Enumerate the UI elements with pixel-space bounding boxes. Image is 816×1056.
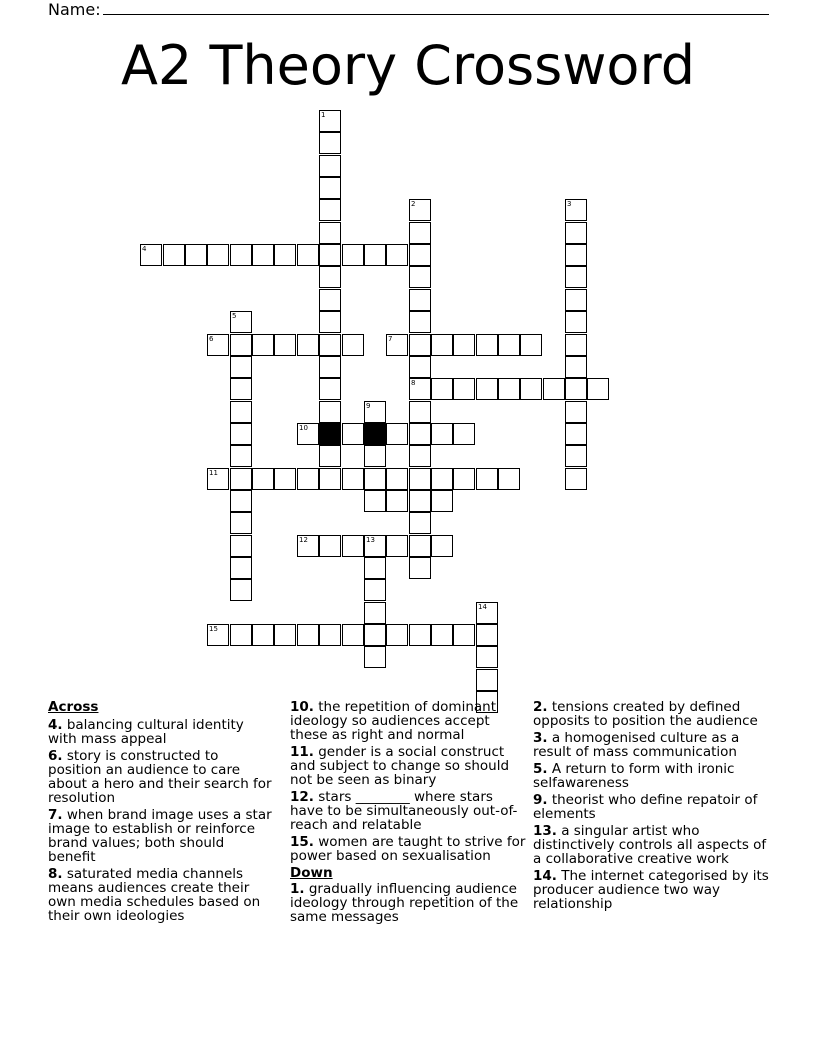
- crossword-cell[interactable]: [453, 334, 475, 356]
- crossword-cell[interactable]: [230, 423, 252, 445]
- crossword-cell[interactable]: [364, 535, 386, 557]
- clue-number: 1: [321, 111, 326, 119]
- clue-number: 6: [209, 335, 214, 343]
- crossword-cell[interactable]: [319, 445, 341, 467]
- crossword-cell[interactable]: [230, 468, 252, 490]
- clue-column-2: [290, 700, 526, 927]
- crossword-cell[interactable]: [274, 624, 296, 646]
- crossword-cell[interactable]: [207, 244, 229, 266]
- crossword-cell[interactable]: [409, 289, 431, 311]
- clue-text: when brand image uses a star image to establish or reinforce brand values; both should benefit: [48, 807, 272, 865]
- across-clue: [290, 700, 526, 742]
- crossword-cell[interactable]: [520, 378, 542, 400]
- crossword-cell[interactable]: [565, 401, 587, 423]
- crossword-cell[interactable]: [409, 199, 431, 221]
- crossword-cell[interactable]: [498, 378, 520, 400]
- crossword-cell[interactable]: [364, 401, 386, 423]
- clue-number: 15: [209, 625, 218, 633]
- crossword-cell[interactable]: [565, 244, 587, 266]
- clue-text: gradually influencing audience ideology through repetition of the same messages: [290, 881, 519, 925]
- crossword-cell[interactable]: [565, 311, 587, 333]
- clue-column-3: [533, 700, 769, 914]
- crossword-cell[interactable]: [431, 378, 453, 400]
- crossword-cell[interactable]: [431, 535, 453, 557]
- crossword-cell[interactable]: [364, 579, 386, 601]
- crossword-cell[interactable]: [230, 356, 252, 378]
- crossword-cell[interactable]: [364, 490, 386, 512]
- crossword-cell[interactable]: [565, 222, 587, 244]
- crossword-cell[interactable]: [386, 468, 408, 490]
- crossword-cell[interactable]: [431, 624, 453, 646]
- clue-text: a homogenised culture as a result of mass communication: [533, 730, 740, 760]
- down-clue: [533, 869, 769, 911]
- crossword-cell[interactable]: [364, 602, 386, 624]
- clue-text: a singular artist who distinctively controls all aspects of a collaborative creative work: [533, 823, 767, 867]
- crossword-cell[interactable]: [319, 468, 341, 490]
- crossword-cell[interactable]: [386, 423, 408, 445]
- crossword-cell[interactable]: [476, 378, 498, 400]
- across-heading: Across: [48, 699, 99, 715]
- clue-number-label: 6.: [48, 748, 63, 764]
- crossword-cell[interactable]: [476, 468, 498, 490]
- crossword-cell[interactable]: [252, 244, 274, 266]
- crossword-cell[interactable]: [230, 401, 252, 423]
- crossword-cell[interactable]: [342, 334, 364, 356]
- clue-number-label: 9.: [533, 792, 548, 808]
- crossword-cell[interactable]: [342, 244, 364, 266]
- crossword-cell[interactable]: [319, 535, 341, 557]
- clue-number-label: 3.: [533, 730, 548, 746]
- page-title: A2 Theory Crossword: [120, 34, 695, 97]
- black-square: [318, 423, 340, 445]
- crossword-cell[interactable]: [409, 624, 431, 646]
- crossword-cell[interactable]: [453, 624, 475, 646]
- crossword-cell[interactable]: [319, 155, 341, 177]
- crossword-cell[interactable]: [274, 334, 296, 356]
- crossword-cell[interactable]: [431, 490, 453, 512]
- crossword-cell[interactable]: [319, 199, 341, 221]
- crossword-cell[interactable]: [409, 557, 431, 579]
- clue-number-label: 13.: [533, 823, 557, 839]
- clue-text: story is constructed to position an audience to care about a hero and their search for resolution: [48, 748, 272, 806]
- crossword-cell[interactable]: [409, 356, 431, 378]
- across-clue: [48, 808, 276, 864]
- crossword-cell[interactable]: [230, 535, 252, 557]
- crossword-cell[interactable]: [409, 490, 431, 512]
- clue-column-1: [48, 700, 276, 926]
- clue-number-label: 7.: [48, 807, 63, 823]
- crossword-cell[interactable]: [297, 624, 319, 646]
- crossword-cell[interactable]: [453, 423, 475, 445]
- clue-text: The internet categorised by its producer audience two way relationship: [533, 868, 769, 912]
- clue-number-label: 14.: [533, 868, 557, 884]
- crossword-cell[interactable]: [565, 289, 587, 311]
- clue-text: women are taught to strive for power based on sexualisation: [290, 834, 526, 864]
- crossword-cell[interactable]: [207, 624, 229, 646]
- across-clue: [48, 749, 276, 805]
- crossword-cell[interactable]: [565, 266, 587, 288]
- crossword-cell[interactable]: [342, 624, 364, 646]
- crossword-cell[interactable]: [185, 244, 207, 266]
- crossword-cell[interactable]: [230, 579, 252, 601]
- crossword-cell[interactable]: [476, 334, 498, 356]
- crossword-cell[interactable]: [409, 244, 431, 266]
- clue-number: 5: [232, 312, 237, 320]
- crossword-cell[interactable]: [565, 445, 587, 467]
- clue-number-label: 10.: [290, 699, 314, 715]
- down-clue: [533, 824, 769, 866]
- crossword-cell[interactable]: [386, 535, 408, 557]
- across-clue: [48, 718, 276, 746]
- crossword-cell[interactable]: [230, 445, 252, 467]
- clue-number-label: 15.: [290, 834, 314, 850]
- crossword-cell[interactable]: [319, 266, 341, 288]
- crossword-cell[interactable]: [386, 244, 408, 266]
- down-clue: [290, 882, 526, 924]
- clue-text: stars ________ where stars have to be simultaneously out-of-reach and relatable: [290, 789, 518, 833]
- clue-number: 8: [411, 379, 416, 387]
- crossword-cell[interactable]: [543, 378, 565, 400]
- crossword-cell[interactable]: [453, 468, 475, 490]
- crossword-cell[interactable]: [409, 222, 431, 244]
- crossword-cell[interactable]: [207, 334, 229, 356]
- clue-number-label: 8.: [48, 866, 63, 882]
- across-clue: [290, 790, 526, 832]
- crossword-cell[interactable]: [409, 468, 431, 490]
- crossword-cell[interactable]: [252, 624, 274, 646]
- crossword-cell[interactable]: [319, 222, 341, 244]
- clue-number: 11: [209, 469, 218, 477]
- crossword-cell[interactable]: [386, 490, 408, 512]
- crossword-cell[interactable]: [230, 512, 252, 534]
- clue-text: saturated media channels means audiences create their own media schedules based on their own ideologies: [48, 866, 261, 924]
- crossword-cell[interactable]: [364, 244, 386, 266]
- crossword-cell[interactable]: [386, 334, 408, 356]
- crossword-cell[interactable]: [319, 132, 341, 154]
- clue-text: balancing cultural identity with mass appeal: [48, 717, 244, 747]
- clue-text: theorist who define repatoir of elements: [533, 792, 758, 822]
- clue-text: gender is a social construct and subject to change so should not be seen as binary: [290, 744, 510, 788]
- crossword-cell[interactable]: [498, 468, 520, 490]
- crossword-cell[interactable]: [319, 624, 341, 646]
- crossword-cell[interactable]: [364, 646, 386, 668]
- crossword-cell[interactable]: [565, 468, 587, 490]
- clue-number-label: 1.: [290, 881, 305, 897]
- crossword-cell[interactable]: [319, 378, 341, 400]
- down-clue: [533, 731, 769, 759]
- crossword-cell[interactable]: [319, 356, 341, 378]
- clue-number: 13: [366, 536, 375, 544]
- crossword-cell[interactable]: [163, 244, 185, 266]
- clue-number: 4: [142, 245, 147, 253]
- crossword-cell[interactable]: [565, 378, 587, 400]
- crossword-cell[interactable]: [364, 557, 386, 579]
- clue-number: 10: [299, 424, 308, 432]
- crossword-cell[interactable]: [230, 378, 252, 400]
- crossword-cell[interactable]: [453, 378, 475, 400]
- crossword-cell[interactable]: [476, 624, 498, 646]
- crossword-cell[interactable]: [319, 244, 341, 266]
- clue-number: 12: [299, 536, 308, 544]
- crossword-cell[interactable]: [476, 602, 498, 624]
- clue-number-label: 4.: [48, 717, 63, 733]
- crossword-cell[interactable]: [230, 244, 252, 266]
- crossword-cell[interactable]: [297, 423, 319, 445]
- crossword-cell[interactable]: [319, 110, 341, 132]
- crossword-cell[interactable]: [252, 468, 274, 490]
- crossword-cell[interactable]: [274, 468, 296, 490]
- clue-text: tensions created by defined opposits to position the audience: [533, 699, 758, 729]
- down-heading: Down: [290, 865, 333, 881]
- crossword-cell[interactable]: [319, 311, 341, 333]
- clue-number-label: 5.: [533, 761, 548, 777]
- crossword-cell[interactable]: [230, 557, 252, 579]
- clue-number: 2: [411, 200, 416, 208]
- crossword-cell[interactable]: [498, 334, 520, 356]
- down-clue: [533, 762, 769, 790]
- crossword-cell[interactable]: [230, 311, 252, 333]
- crossword-cell[interactable]: [319, 289, 341, 311]
- crossword-cell[interactable]: [386, 624, 408, 646]
- crossword-cell[interactable]: [476, 646, 498, 668]
- crossword-cell[interactable]: [297, 244, 319, 266]
- crossword-cell[interactable]: [431, 334, 453, 356]
- clue-text: A return to form with ironic selfawareness: [533, 761, 735, 791]
- crossword-cell[interactable]: [297, 334, 319, 356]
- across-clue: [290, 745, 526, 787]
- down-clue: [533, 793, 769, 821]
- crossword-cell[interactable]: [364, 445, 386, 467]
- crossword-cell[interactable]: [565, 356, 587, 378]
- crossword-cell[interactable]: [297, 468, 319, 490]
- crossword-cell[interactable]: [565, 423, 587, 445]
- clue-number-label: 11.: [290, 744, 314, 760]
- crossword-cell[interactable]: [520, 334, 542, 356]
- crossword-cell[interactable]: [409, 423, 431, 445]
- crossword-cell[interactable]: [409, 378, 431, 400]
- crossword-cell[interactable]: [409, 266, 431, 288]
- crossword-cell[interactable]: [230, 624, 252, 646]
- crossword-cell[interactable]: [140, 244, 162, 266]
- crossword-cell[interactable]: [409, 512, 431, 534]
- crossword-cell[interactable]: [409, 311, 431, 333]
- crossword-cell[interactable]: [274, 244, 296, 266]
- clue-number: 7: [388, 335, 393, 343]
- name-label: Name:: [48, 0, 101, 19]
- crossword-cell[interactable]: [431, 468, 453, 490]
- crossword-cell[interactable]: [364, 468, 386, 490]
- crossword-cell[interactable]: [319, 334, 341, 356]
- clue-text: the repetition of dominant ideology so audiences accept these as right and normal: [290, 699, 497, 743]
- crossword-cell[interactable]: [252, 334, 274, 356]
- crossword-cell[interactable]: [409, 334, 431, 356]
- crossword-cell[interactable]: [207, 468, 229, 490]
- crossword-cell[interactable]: [342, 468, 364, 490]
- crossword-cell[interactable]: [319, 401, 341, 423]
- crossword-cell[interactable]: [565, 199, 587, 221]
- crossword-cell[interactable]: [476, 669, 498, 691]
- crossword-cell[interactable]: [230, 490, 252, 512]
- crossword-cell[interactable]: [230, 334, 252, 356]
- crossword-cell[interactable]: [409, 401, 431, 423]
- down-clue: [533, 700, 769, 728]
- across-clue: [290, 835, 526, 863]
- clue-number-label: 12.: [290, 789, 314, 805]
- crossword-cell[interactable]: [297, 535, 319, 557]
- clue-number-label: 2.: [533, 699, 548, 715]
- crossword-cell[interactable]: [364, 624, 386, 646]
- crossword-cell[interactable]: [319, 177, 341, 199]
- crossword-cell[interactable]: [409, 445, 431, 467]
- crossword-cell[interactable]: [565, 334, 587, 356]
- clue-number: 14: [478, 603, 487, 611]
- crossword-cell[interactable]: [342, 535, 364, 557]
- clue-number: 9: [366, 402, 371, 410]
- across-clue: [48, 867, 276, 923]
- crossword-cell[interactable]: [342, 423, 364, 445]
- clue-number: 3: [567, 200, 572, 208]
- black-square: [363, 423, 385, 445]
- crossword-cell[interactable]: [431, 423, 453, 445]
- crossword-cell[interactable]: [587, 378, 609, 400]
- crossword-cell[interactable]: [409, 535, 431, 557]
